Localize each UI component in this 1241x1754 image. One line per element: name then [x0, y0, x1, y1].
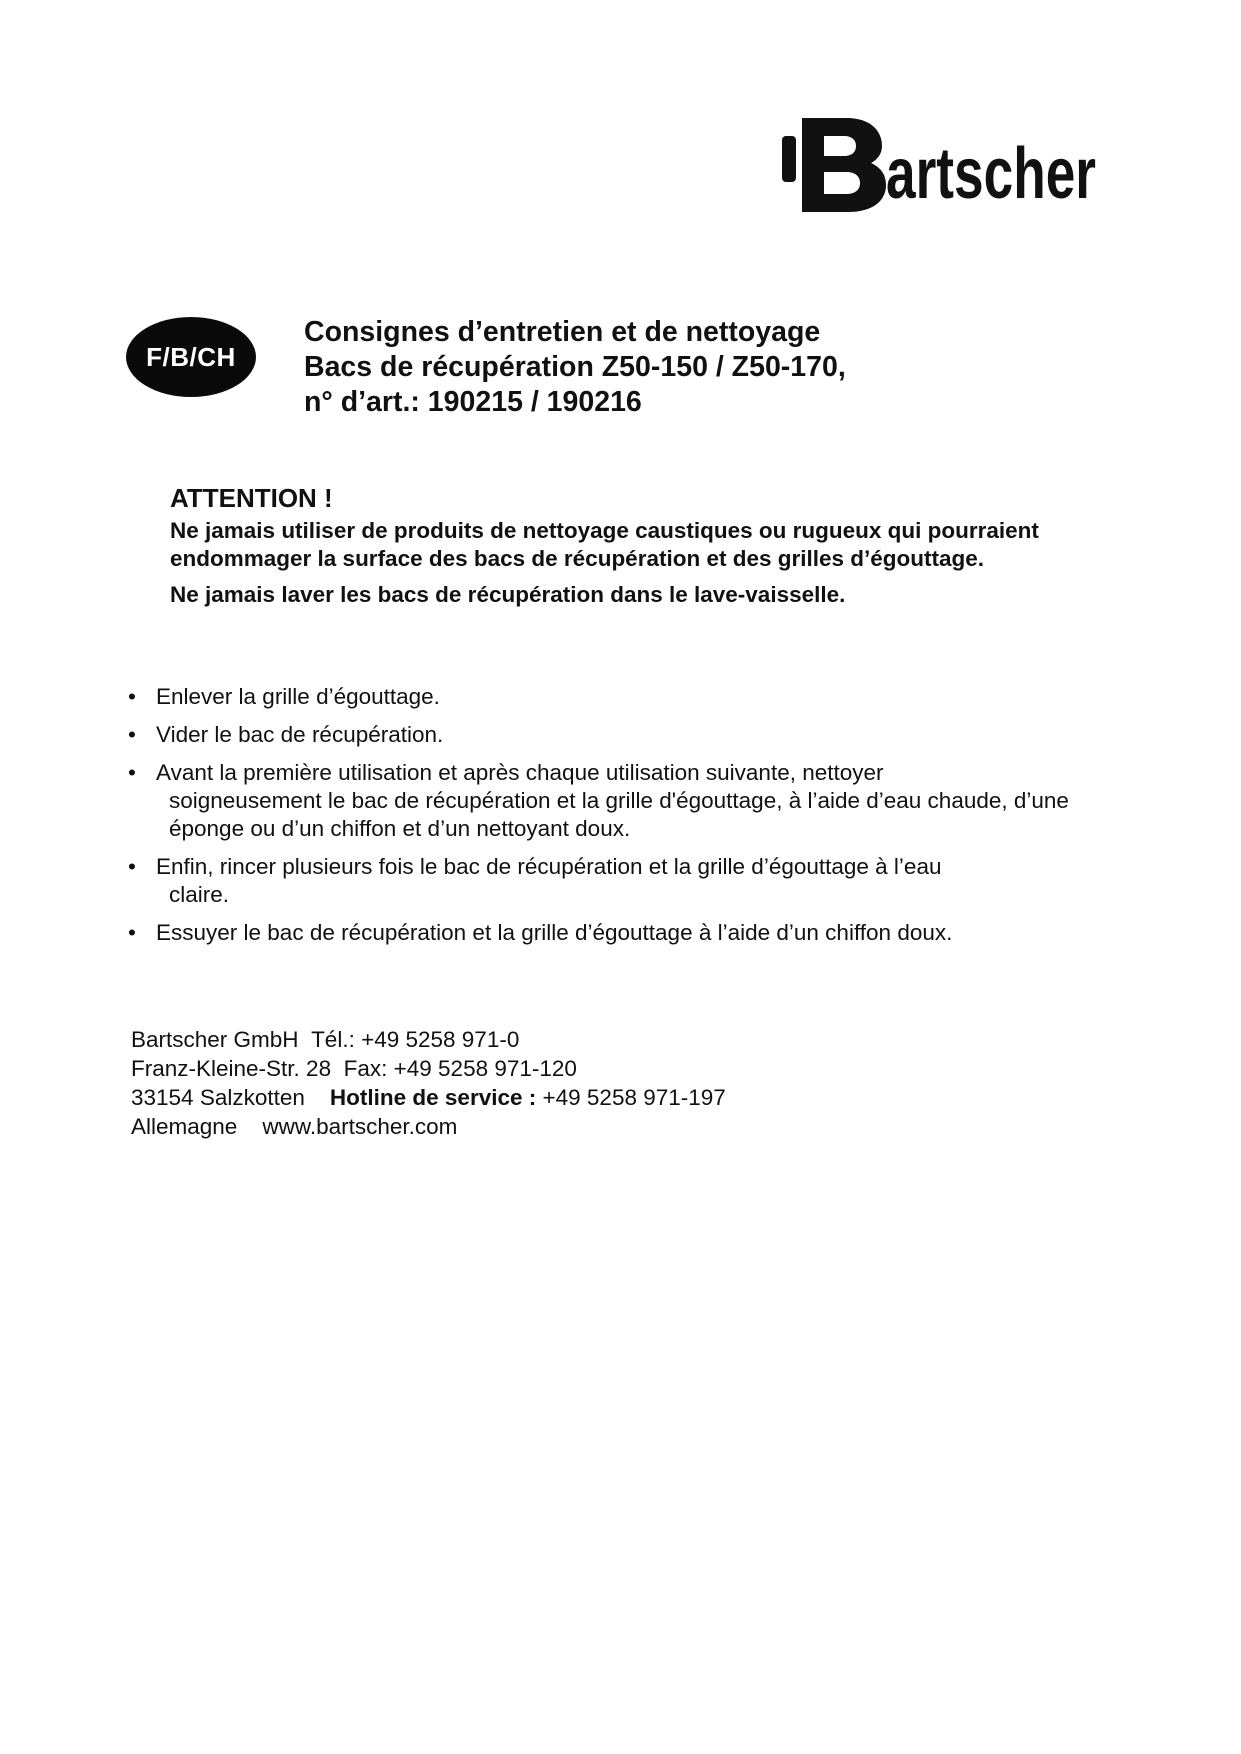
language-badge-label: F/B/CH [146, 341, 236, 372]
cleaning-steps-list [128, 683, 1088, 957]
list-item [128, 853, 1088, 909]
attention-text-2: Ne jamais laver les bacs de récupération dans le lave-vaisselle. [170, 582, 846, 607]
document-title [304, 315, 846, 420]
country: Allemagne [131, 1114, 238, 1139]
contact-line-1 [131, 1025, 726, 1054]
hotline-number: +49 5258 971-197 [542, 1085, 726, 1110]
title-line-1: Consignes d’entretien et de nettoyage [304, 316, 821, 348]
step-text: Vider le bac de récupération. [156, 722, 444, 747]
title-line-3: n° d’art.: 190215 / 190216 [304, 386, 642, 418]
step-text: Enfin, rincer plusieurs fois le bac de récupération et la grille d’égouttage à l’eau [156, 854, 942, 879]
list-item [128, 721, 1088, 749]
step-text: Enlever la grille d’égouttage. [156, 684, 440, 709]
bullet-icon: • [128, 920, 136, 945]
contact-block [131, 1025, 726, 1141]
list-item [128, 919, 1088, 947]
step-text: Essuyer le bac de récupération et la grille d’égouttage à l’aide d’un chiffon doux. [156, 920, 953, 945]
step-text: Avant la première utilisation et après chaque utilisation suivante, nettoyer [156, 760, 884, 785]
bullet-icon: • [128, 684, 136, 709]
fax-number: Fax: +49 5258 971-120 [343, 1056, 577, 1081]
attention-heading: ATTENTION ! [170, 483, 333, 513]
contact-line-4 [131, 1112, 726, 1141]
street-address: Franz-Kleine-Str. 28 [131, 1056, 332, 1081]
bullet-icon: • [128, 854, 136, 879]
title-line-2: Bacs de récupération Z50-150 / Z50-170, [304, 351, 846, 383]
language-badge [126, 317, 256, 397]
phone-number: Tél.: +49 5258 971-0 [311, 1027, 520, 1052]
contact-line-2 [131, 1054, 726, 1083]
svg-text:artscher: artscher [886, 134, 1096, 214]
website-link[interactable]: www.bartscher.com [262, 1114, 458, 1139]
logo-mark [782, 112, 1102, 212]
list-item [128, 683, 1088, 711]
bullet-icon: • [128, 760, 136, 785]
contact-line-3 [131, 1083, 726, 1112]
city: 33154 Salzkotten [131, 1085, 305, 1110]
hotline-label: Hotline de service : [329, 1085, 537, 1110]
bullet-icon: • [128, 722, 136, 747]
bartscher-logo [782, 112, 1102, 212]
attention-text-1: Ne jamais utiliser de produits de nettoyage caustiques ou rugueux qui pourraient endommager la surface des bacs de récupération et des grilles d’égouttage. [170, 518, 1039, 571]
step-text-continued: claire. [169, 882, 230, 907]
list-item [128, 759, 1088, 843]
attention-notice [170, 481, 1070, 609]
step-text-continued: soigneusement le bac de récupération et la grille d'égouttage, à l’aide d’eau chaude, d’une éponge ou d’un chiffon et d’un nettoyant doux. [169, 788, 1069, 841]
company-name: Bartscher GmbH [131, 1027, 299, 1052]
